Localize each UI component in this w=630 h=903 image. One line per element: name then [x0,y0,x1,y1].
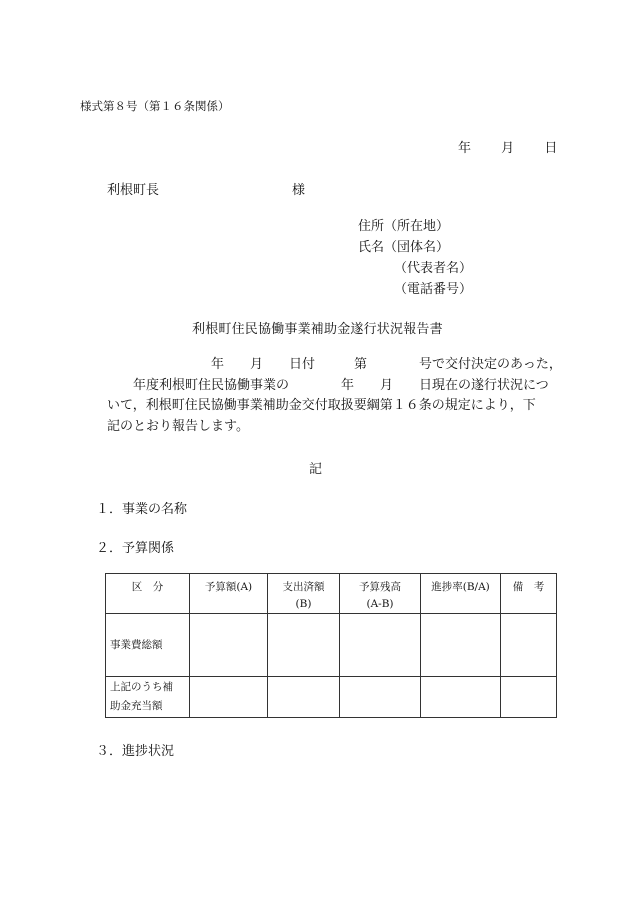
section-budget: ２．予算関係 [96,541,175,556]
header-remaining-text: 予算残高 (A-B) [359,581,401,610]
budget-table [105,573,557,718]
sender-block [358,216,472,300]
header-remaining [340,574,421,614]
date-year-label: 年 [458,141,472,156]
body-line: 記のとおり報告します。 [107,418,249,434]
body-text [107,355,562,437]
table-cell[interactable] [501,677,557,718]
header-budget: 予算額(A) [190,574,268,614]
section-progress: ３．進捗状況 [96,744,175,759]
body-line: 年 月 日付 第 号で交付決定のあった， [107,357,562,372]
table-cell[interactable] [421,677,501,718]
body-line: いて，利根町住民協働事業補助金交付取扱要綱第１６条の規定により，下 [107,398,536,413]
date-day-label: 日 [544,141,558,156]
header-spent-text: 支出済額 (B) [282,581,325,610]
date-month-label: 月 [501,141,515,156]
addressee [107,179,306,198]
table-cell[interactable] [340,614,421,677]
document-title: 利根町住民協働事業補助金遂行状況報告書 [192,322,443,337]
table-cell[interactable] [340,677,421,718]
ki-heading: 記 [309,462,323,477]
header-spent [268,574,340,614]
table-header-row [106,574,557,614]
table-cell[interactable] [268,677,340,718]
table-row [106,614,557,677]
date-line [458,137,557,156]
addressee-name: 利根町長 [107,183,160,198]
table-row [106,677,557,718]
form-number: 様式第８号（第１６条関係） [80,99,230,113]
sender-representative: （代表者名） [394,261,473,276]
row-label-subsidy-text: 上記のうち補 助金充当額 [110,681,173,712]
table-cell[interactable] [501,614,557,677]
sender-phone: （電話番号） [394,282,473,297]
table-cell[interactable] [421,614,501,677]
table-cell[interactable] [268,614,340,677]
sender-name: 氏名（団体名） [358,240,450,255]
table-cell[interactable] [190,677,268,718]
header-category: 区 分 [106,574,190,614]
row-label-subsidy [106,677,190,718]
section-project-name: １．事業の名称 [96,502,188,517]
addressee-honorific: 様 [292,183,306,198]
sender-address: 住所（所在地） [358,219,450,234]
header-progress: 進捗率(B/A) [421,574,501,614]
header-notes: 備 考 [501,574,557,614]
row-label-total: 事業費総額 [106,614,190,677]
body-line: 年度利根町住民協働事業の 年 月 日現在の遂行状況につ [107,377,549,393]
table-cell[interactable] [190,614,268,677]
